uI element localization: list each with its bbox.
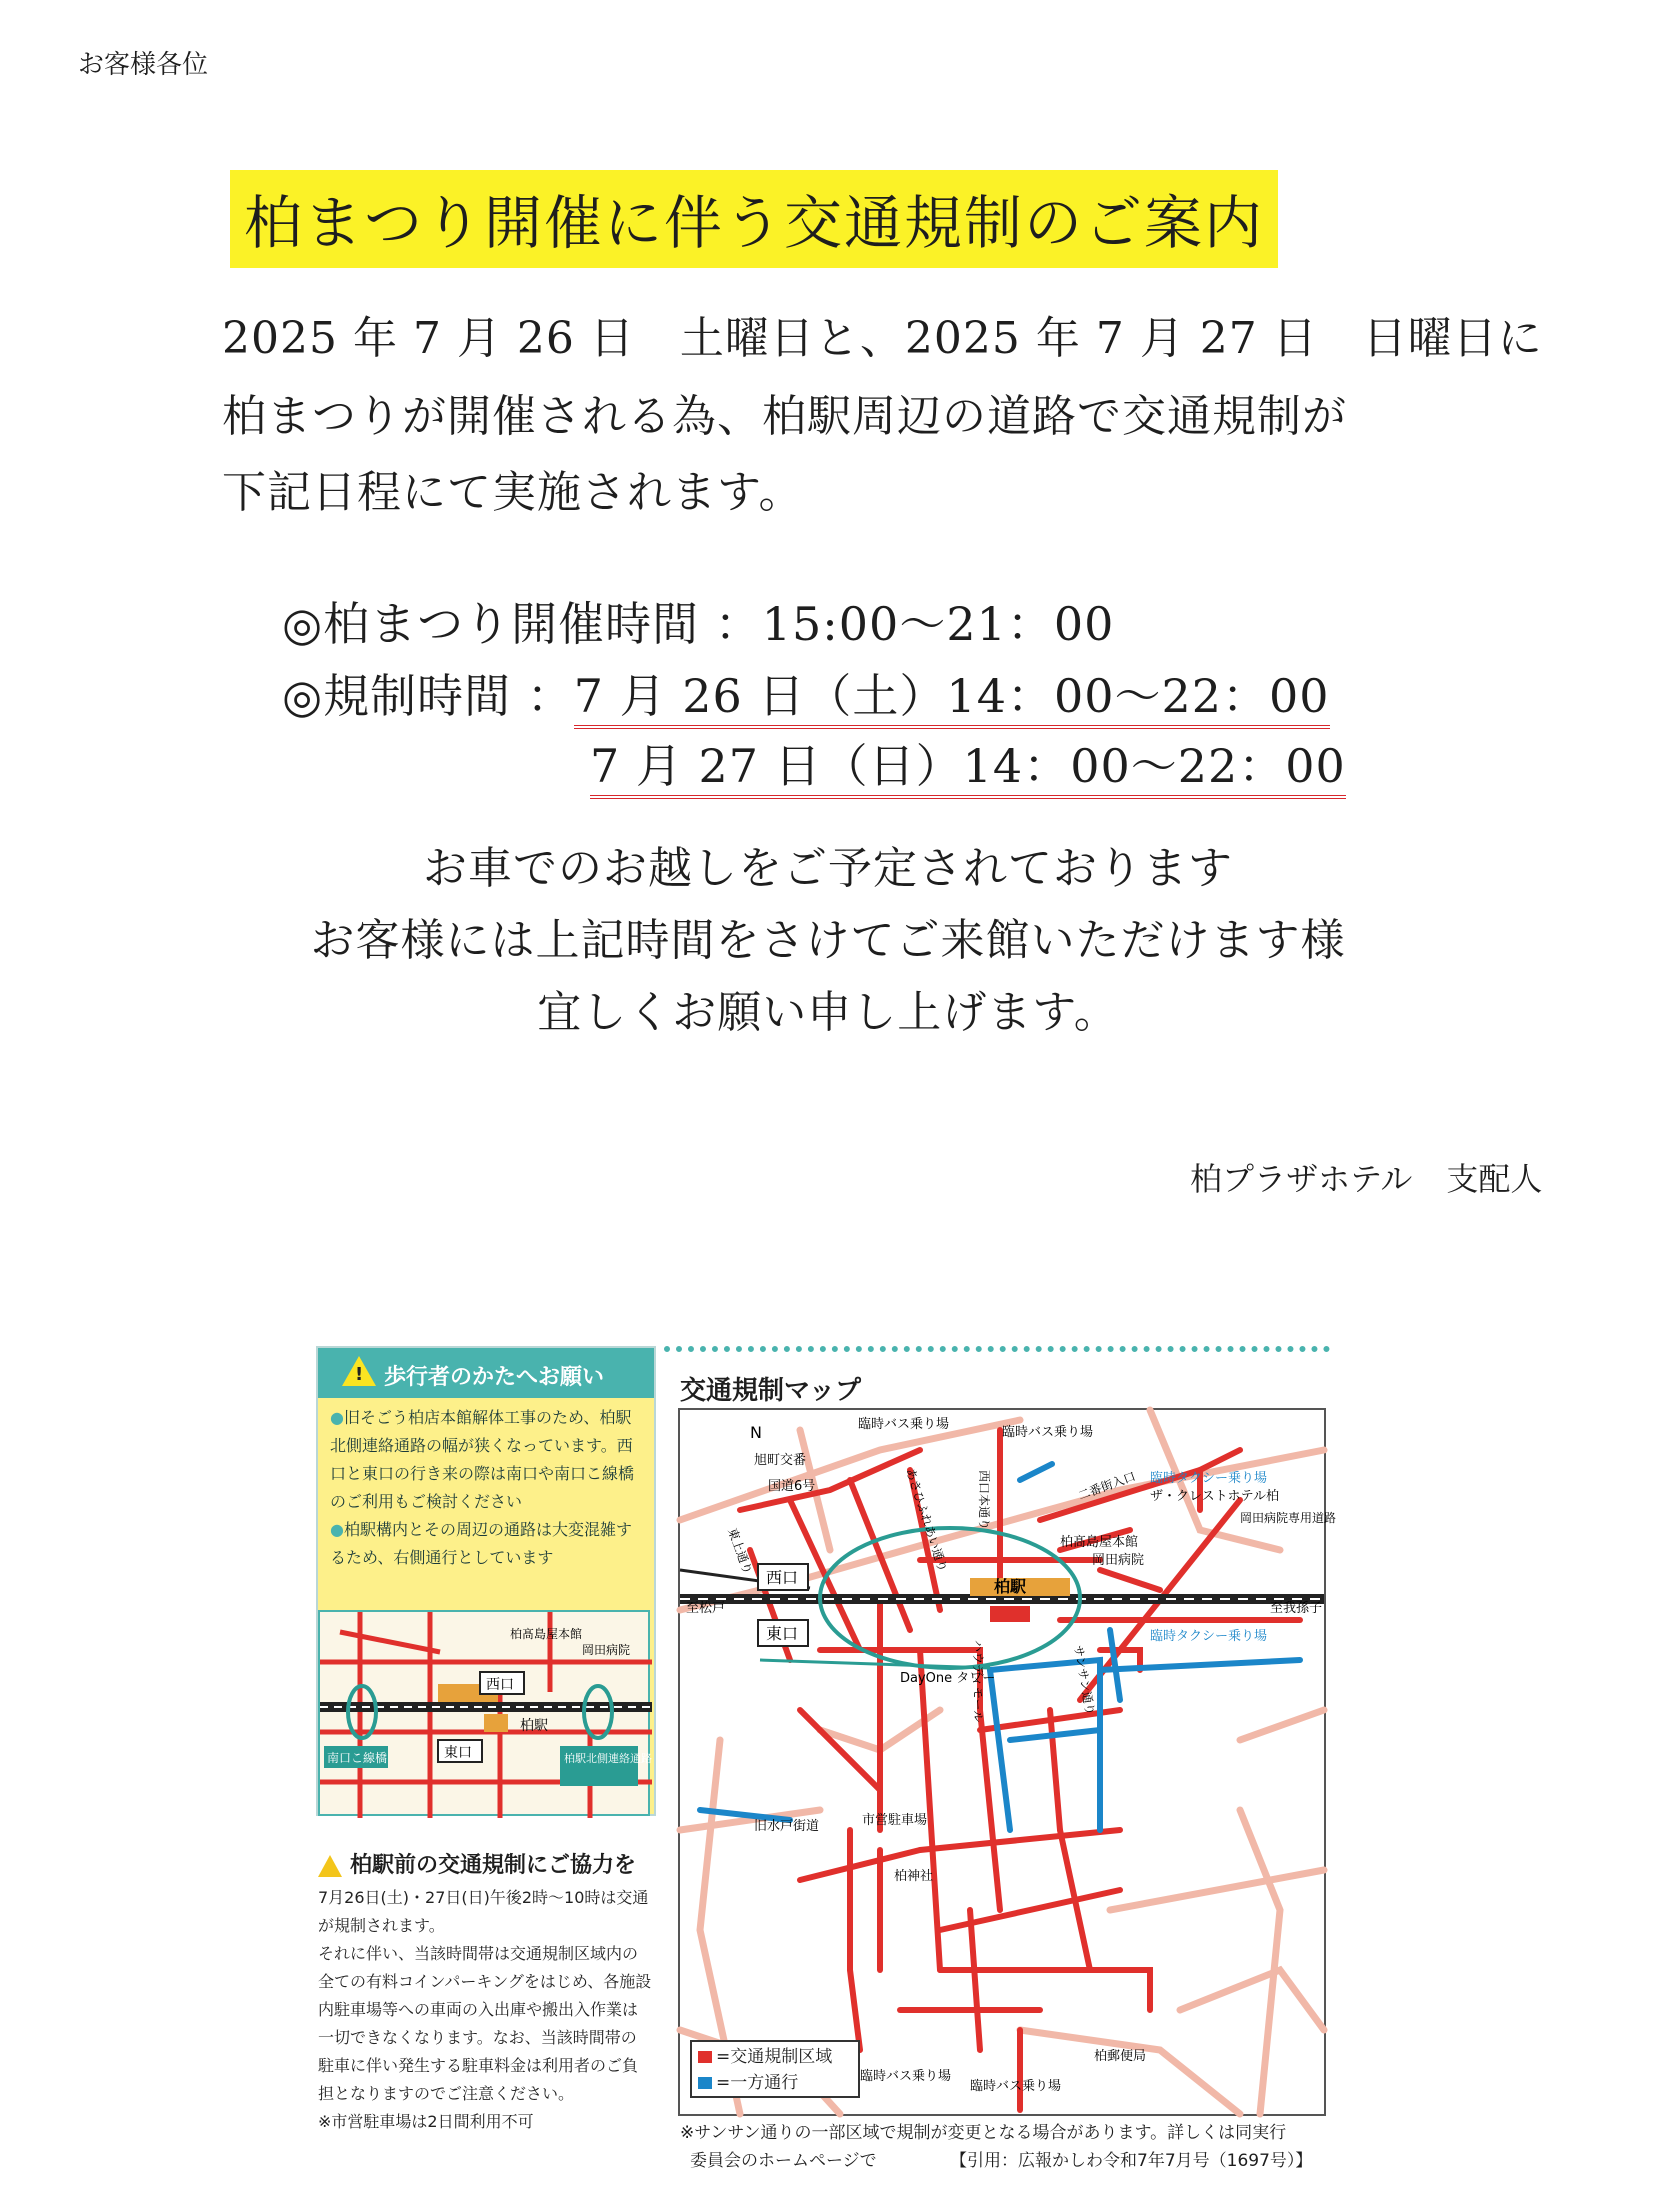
pedestrian-notice-list <box>330 1404 646 1572</box>
legend-regulated: =交通規制区域 <box>698 2044 852 2070</box>
map-temp-bus-2: 臨時バス乗り場 <box>1002 1425 1094 1440</box>
legend-blue-swatch <box>698 2077 712 2089</box>
map-legend <box>690 2040 860 2098</box>
regulation-hours <box>282 660 1330 726</box>
pedestrian-notice-header <box>318 1348 654 1398</box>
map-temp-taxi-2: 臨時タクシー乗り場 <box>1150 1629 1268 1644</box>
map-station: 柏駅 <box>994 1577 1027 1596</box>
map-asahi-koban: 旭町交番 <box>754 1453 807 1468</box>
cooperation-para-3: ※市営駐車場は2日間利用不可 <box>318 2112 534 2131</box>
regulation-day2-row <box>590 730 1346 796</box>
map-handy-mall: ハウディモール <box>971 1640 985 1723</box>
map-nishiguchi-main: 西口本通り <box>977 1470 991 1531</box>
regulation-day2: 7 月 27 日（日）14：00～22：00 <box>590 739 1346 799</box>
signature <box>1190 1154 1542 1200</box>
regulation-day1: 7 月 26 日（土）14：00～22：00 <box>574 669 1330 729</box>
request-line-1: お車でのお越しをご予定されております <box>423 843 1233 894</box>
inset-west-exit: 西口 <box>486 1677 514 1693</box>
cooperation-para-1: 7月26日(土)・27日(日)午後2時～10時は交通が規制されます。 <box>318 1888 649 1935</box>
map-city-parking: 市営駐車場 <box>862 1813 928 1828</box>
list-item: ●柏駅構内とその周辺の通路は大変混雑するため、右側通行としています <box>330 1520 632 1567</box>
warning-icon <box>342 1356 376 1386</box>
signature-hotel: 柏プラザホテル <box>1190 1160 1413 1198</box>
list-item: ●旧そごう柏店本館解体工事のため、柏駅北側連絡通路の幅が狭くなっています。西口と東口の行き来の際は南口や南口こ線橋のご利用もご検討ください <box>330 1408 635 1511</box>
festival-hours: ◎柏まつり開催時間 ：15:00～21：00 <box>282 597 1115 651</box>
map-sunsun: サンサン通り <box>1071 1644 1098 1717</box>
map-takashimaya: 柏髙島屋本館 <box>1060 1535 1139 1550</box>
map-to-matsudo: 至松戸 <box>686 1601 726 1616</box>
cooperation-body <box>318 1884 652 2136</box>
map-nikasaka: 二番街入口 <box>1076 1469 1138 1503</box>
warning-icon <box>318 1855 342 1877</box>
inset-north-passage: 柏駅北側連絡通路 <box>564 1752 652 1765</box>
citation: 【引用：広報かしわ令和7年7月号（1697号）】 <box>950 2151 1313 2171</box>
map-note: ※サンサン通りの一部区域で規制が変更となる場合があります。詳しくは同実行 <box>680 2123 1287 2143</box>
map-title: 交通規制マップ <box>680 1376 861 1406</box>
inset-south-bridge: 南口こ線橋 <box>327 1751 388 1765</box>
map-dayone: DayOne タワー <box>900 1671 996 1686</box>
map-temp-bus-4: 臨時バス乗り場 <box>970 2079 1062 2094</box>
map-okada: 岡田病院 <box>1092 1553 1145 1568</box>
inset-station: 柏駅 <box>520 1718 548 1734</box>
intro-line-2: 柏まつりが開催される為、柏駅周辺の道路で交通規制が <box>222 391 1347 442</box>
map-kashiwa-shrine: 柏神社 <box>894 1869 934 1884</box>
map-to-abiko: 至我孫子 <box>1270 1601 1323 1616</box>
map-crest-hotel: ザ・クレストホテル柏 <box>1150 1489 1279 1504</box>
map-post-office: 柏郵便局 <box>1094 2049 1147 2064</box>
inset-east-exit: 東口 <box>444 1745 472 1761</box>
map-temp-bus-3: 臨時バス乗り場 <box>860 2069 952 2084</box>
map-asahi-fureai: あさひふれあい通り <box>903 1466 950 1574</box>
regulation-label: ◎規制時間 ： <box>282 669 574 723</box>
cooperation-title: 柏駅前の交通規制にご協力を <box>318 1848 636 1879</box>
inset-okada: 岡田病院 <box>582 1643 631 1657</box>
pedestrian-notice-title: 歩行者のかたへお願い <box>384 1365 605 1390</box>
map-higashiue: 東上通り <box>725 1526 755 1577</box>
inset-takashimaya: 柏髙島屋本館 <box>510 1627 583 1641</box>
legend-oneway: =一方通行 <box>698 2070 852 2096</box>
request-line-2: お客様には上記時間をさけてご来館いただけます様 <box>310 915 1346 966</box>
map-temp-bus-1: 臨時バス乗り場 <box>858 1417 950 1432</box>
intro-line-3: 下記日程にて実施されます。 <box>222 467 804 518</box>
request-line-3: 宜しくお願い申し上げます。 <box>537 987 1119 1038</box>
map-note-2: 委員会のホームページで <box>690 2151 877 2171</box>
map-temp-taxi: 臨時タクシー乗り場 <box>1150 1471 1268 1486</box>
cooperation-para-2: それに伴い、当該時間帯は交通規制区域内の全ての有料コインパーキングをはじめ、各施設内駐車場等への車両の入出庫や搬出入作業は一切できなくなります。なお、当該時間帯の駐車に伴い発生する駐車料金は利用者のご負担となりますのでご注意ください。 <box>318 1944 652 2103</box>
page-title: 柏まつり開催に伴う交通規制のご案内 <box>230 170 1278 268</box>
traffic-map <box>678 1408 1337 2116</box>
map-kyu-mito: 旧水戸街道 <box>754 1819 820 1834</box>
map-route6: 国道6号 <box>768 1479 816 1494</box>
map-top-rule <box>664 1346 1330 1360</box>
map-east-exit: 東口 <box>766 1624 799 1643</box>
intro-line-1: 2025 年 7 月 26 日 土曜日と、2025 年 7 月 27 日 日曜日に <box>222 313 1543 364</box>
legend-red-swatch <box>698 2051 712 2063</box>
map-west-exit: 西口 <box>766 1568 799 1587</box>
addressee: お客様各位 <box>78 50 209 80</box>
signature-role: 支配人 <box>1446 1160 1543 1198</box>
map-okada-road: 岡田病院専用道路 <box>1240 1511 1337 1525</box>
map-north: N <box>750 1423 762 1442</box>
station-inset-map <box>318 1610 650 1816</box>
